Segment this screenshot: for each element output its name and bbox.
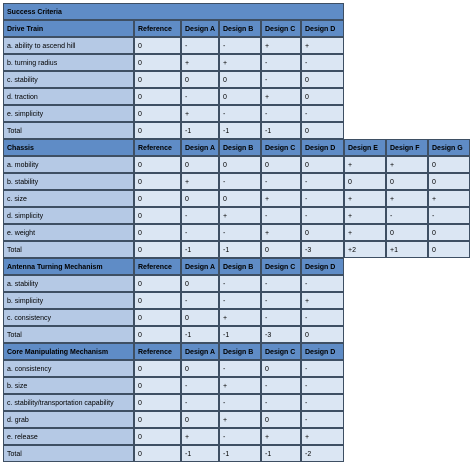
score-cell: - <box>261 377 301 394</box>
score-cell: - <box>428 207 470 224</box>
criterion-label: b. stability <box>3 173 134 190</box>
score-cell: + <box>181 54 219 71</box>
criterion-label: e. weight <box>3 224 134 241</box>
score-cell: 0 <box>301 88 344 105</box>
score-cell: - <box>261 275 301 292</box>
column-header: Reference <box>134 20 181 37</box>
score-cell: -3 <box>261 326 301 343</box>
score-cell: + <box>219 207 261 224</box>
score-cell: - <box>219 37 261 54</box>
column-header: Design D <box>301 258 344 275</box>
column-header: Design C <box>261 258 301 275</box>
score-cell: + <box>301 37 344 54</box>
score-cell: 0 <box>134 428 181 445</box>
column-header: Design B <box>219 139 261 156</box>
score-cell: 0 <box>428 224 470 241</box>
criterion-label: b. turning radius <box>3 54 134 71</box>
score-cell: - <box>301 360 344 377</box>
score-cell: 0 <box>134 275 181 292</box>
criterion-label: Total <box>3 326 134 343</box>
score-cell: - <box>219 360 261 377</box>
score-cell: +1 <box>386 241 428 258</box>
score-cell: + <box>261 37 301 54</box>
score-cell: - <box>219 394 261 411</box>
score-cell: - <box>181 292 219 309</box>
score-cell: 0 <box>134 207 181 224</box>
score-cell: - <box>181 377 219 394</box>
score-cell: - <box>261 207 301 224</box>
score-cell: 0 <box>134 411 181 428</box>
score-cell: + <box>344 224 386 241</box>
score-cell: 0 <box>181 275 219 292</box>
section-title: Antenna Turning Mechanism <box>3 258 134 275</box>
score-cell: - <box>219 173 261 190</box>
score-cell: - <box>386 207 428 224</box>
score-cell: -1 <box>219 445 261 462</box>
score-cell: -1 <box>219 241 261 258</box>
column-header: Design G <box>428 139 470 156</box>
column-header: Design A <box>181 258 219 275</box>
score-cell: -1 <box>181 326 219 343</box>
score-cell: - <box>181 224 219 241</box>
score-cell: - <box>219 224 261 241</box>
score-cell: -1 <box>219 122 261 139</box>
score-cell: 0 <box>134 224 181 241</box>
score-cell: -1 <box>181 445 219 462</box>
score-cell: 0 <box>386 224 428 241</box>
score-cell: - <box>181 37 219 54</box>
column-header: Design C <box>261 139 301 156</box>
score-cell: - <box>261 292 301 309</box>
score-cell: + <box>344 190 386 207</box>
score-cell: - <box>301 377 344 394</box>
criterion-label: c. consistency <box>3 309 134 326</box>
score-cell: - <box>261 105 301 122</box>
column-header: Design D <box>301 20 344 37</box>
column-header: Design C <box>261 343 301 360</box>
score-cell: 0 <box>134 360 181 377</box>
score-cell: + <box>219 411 261 428</box>
score-cell: 0 <box>134 122 181 139</box>
column-header: Design B <box>219 343 261 360</box>
column-header: Design B <box>219 258 261 275</box>
score-cell: 0 <box>301 326 344 343</box>
criterion-label: b. simplicity <box>3 292 134 309</box>
score-cell: + <box>428 190 470 207</box>
score-cell: 0 <box>301 122 344 139</box>
criterion-label: Total <box>3 445 134 462</box>
score-cell: 0 <box>219 88 261 105</box>
criterion-label: c. stability <box>3 71 134 88</box>
score-cell: - <box>181 88 219 105</box>
score-cell: 0 <box>344 173 386 190</box>
score-cell: + <box>181 105 219 122</box>
column-header: Design A <box>181 139 219 156</box>
score-cell: 0 <box>181 309 219 326</box>
score-cell: -1 <box>261 445 301 462</box>
criterion-label: a. mobility <box>3 156 134 173</box>
score-cell: + <box>261 428 301 445</box>
column-header: Design A <box>181 20 219 37</box>
criterion-label: c. size <box>3 190 134 207</box>
score-cell: - <box>301 54 344 71</box>
score-cell: -2 <box>301 445 344 462</box>
score-cell: -1 <box>261 122 301 139</box>
score-cell: 0 <box>134 156 181 173</box>
score-cell: +2 <box>344 241 386 258</box>
score-cell: + <box>219 309 261 326</box>
column-header: Reference <box>134 343 181 360</box>
score-cell: 0 <box>261 411 301 428</box>
score-cell: 0 <box>261 360 301 377</box>
column-header: Design D <box>301 343 344 360</box>
score-cell: + <box>344 207 386 224</box>
criterion-label: e. release <box>3 428 134 445</box>
score-cell: -1 <box>219 326 261 343</box>
score-cell: 0 <box>428 241 470 258</box>
score-cell: 0 <box>134 326 181 343</box>
score-cell: - <box>181 394 219 411</box>
score-cell: 0 <box>219 71 261 88</box>
score-cell: - <box>261 71 301 88</box>
score-cell: - <box>301 309 344 326</box>
score-cell: 0 <box>301 71 344 88</box>
score-cell: + <box>386 190 428 207</box>
score-cell: 0 <box>134 241 181 258</box>
score-cell: -1 <box>181 241 219 258</box>
score-cell: 0 <box>386 173 428 190</box>
criterion-label: a. stability <box>3 275 134 292</box>
score-cell: - <box>181 207 219 224</box>
criterion-label: c. stability/transportation capability <box>3 394 134 411</box>
score-cell: + <box>261 190 301 207</box>
score-cell: 0 <box>181 190 219 207</box>
column-header: Design A <box>181 343 219 360</box>
score-cell: -1 <box>181 122 219 139</box>
score-cell: - <box>219 275 261 292</box>
table-title: Success Criteria <box>3 3 344 20</box>
score-cell: + <box>219 377 261 394</box>
score-cell: - <box>301 394 344 411</box>
score-cell: 0 <box>134 37 181 54</box>
criterion-label: d. grab <box>3 411 134 428</box>
score-cell: + <box>386 156 428 173</box>
score-cell: -3 <box>301 241 344 258</box>
score-cell: + <box>181 428 219 445</box>
score-cell: 0 <box>181 360 219 377</box>
score-cell: 0 <box>428 156 470 173</box>
score-cell: 0 <box>134 88 181 105</box>
score-cell: + <box>261 88 301 105</box>
criterion-label: Total <box>3 122 134 139</box>
score-cell: 0 <box>134 54 181 71</box>
score-cell: 0 <box>181 71 219 88</box>
column-header: Design B <box>219 20 261 37</box>
score-cell: 0 <box>219 190 261 207</box>
score-cell: - <box>261 309 301 326</box>
score-cell: 0 <box>261 156 301 173</box>
score-cell: - <box>301 411 344 428</box>
criterion-label: a. ability to ascend hill <box>3 37 134 54</box>
score-cell: 0 <box>134 71 181 88</box>
column-header: Reference <box>134 258 181 275</box>
score-cell: + <box>344 156 386 173</box>
score-cell: 0 <box>219 156 261 173</box>
score-cell: 0 <box>134 445 181 462</box>
section-title: Chassis <box>3 139 134 156</box>
score-cell: - <box>261 173 301 190</box>
score-cell: 0 <box>134 105 181 122</box>
score-cell: 0 <box>301 224 344 241</box>
score-cell: 0 <box>428 173 470 190</box>
score-cell: - <box>301 190 344 207</box>
score-cell: + <box>181 173 219 190</box>
column-header: Design E <box>344 139 386 156</box>
criterion-label: d. traction <box>3 88 134 105</box>
section-title: Core Manipulating Mechanism <box>3 343 134 360</box>
criterion-label: d. simplicity <box>3 207 134 224</box>
criterion-label: a. consistency <box>3 360 134 377</box>
score-cell: - <box>261 394 301 411</box>
score-cell: - <box>301 105 344 122</box>
section-title: Drive Train <box>3 20 134 37</box>
score-cell: 0 <box>134 394 181 411</box>
score-cell: + <box>301 428 344 445</box>
column-header: Design F <box>386 139 428 156</box>
score-cell: - <box>219 292 261 309</box>
score-cell: + <box>219 54 261 71</box>
score-cell: - <box>261 54 301 71</box>
score-cell: - <box>301 173 344 190</box>
score-cell: - <box>301 275 344 292</box>
criterion-label: Total <box>3 241 134 258</box>
column-header: Design C <box>261 20 301 37</box>
score-cell: 0 <box>301 156 344 173</box>
score-cell: 0 <box>181 156 219 173</box>
score-cell: 0 <box>181 411 219 428</box>
score-cell: - <box>219 428 261 445</box>
score-cell: + <box>261 224 301 241</box>
score-cell: 0 <box>134 309 181 326</box>
score-cell: 0 <box>134 292 181 309</box>
score-cell: 0 <box>261 241 301 258</box>
column-header: Reference <box>134 139 181 156</box>
criterion-label: b. size <box>3 377 134 394</box>
score-cell: 0 <box>134 173 181 190</box>
score-cell: - <box>301 207 344 224</box>
score-cell: - <box>219 105 261 122</box>
score-cell: + <box>301 292 344 309</box>
column-header: Design D <box>301 139 344 156</box>
score-cell: 0 <box>134 377 181 394</box>
score-cell: 0 <box>134 190 181 207</box>
criterion-label: e. simplicity <box>3 105 134 122</box>
